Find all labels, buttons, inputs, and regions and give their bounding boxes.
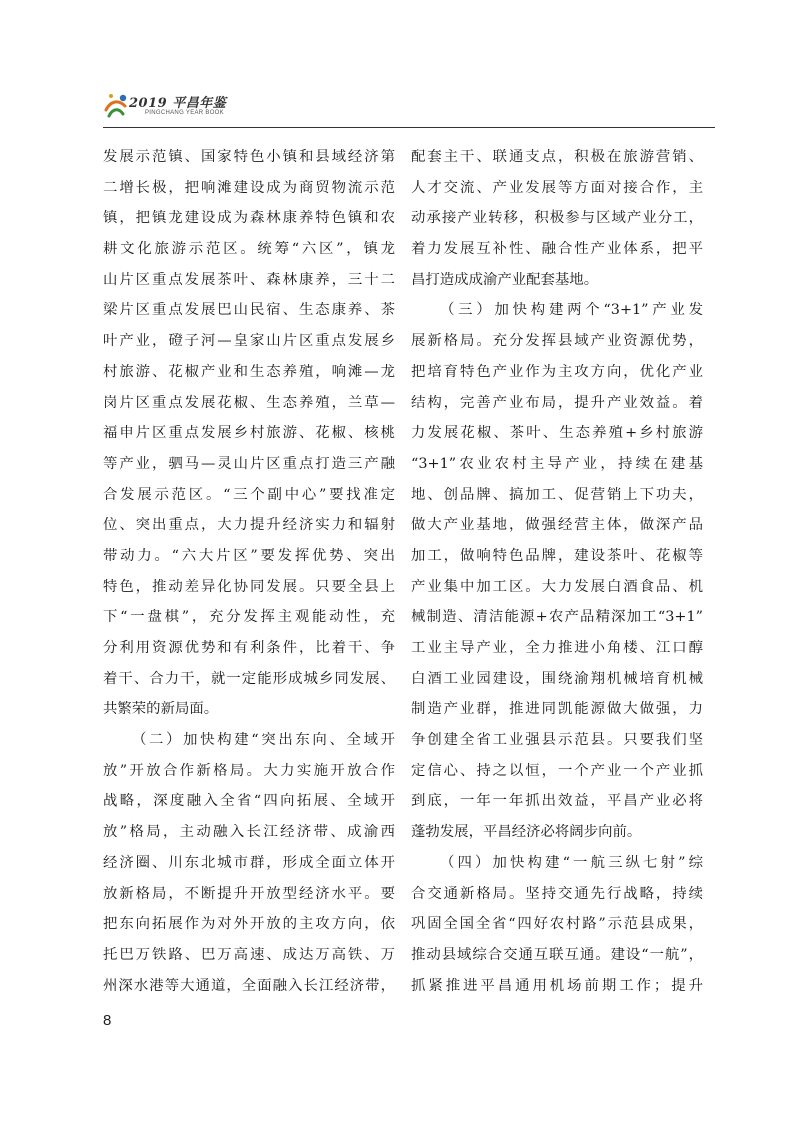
text-line: 放”开放合作新格局。大力实施开放合作 bbox=[103, 762, 395, 779]
text-line: 镇，把镇龙建设成为森林康养特色镇和农 bbox=[103, 210, 395, 227]
right-column bbox=[411, 142, 703, 1001]
text-line: 合发展示范区。“三个副中心”要找准定 bbox=[103, 486, 395, 503]
text-line: 展新格局。充分发挥县域产业资源优势， bbox=[411, 333, 703, 350]
text-line: “3+1”农业农村主导产业，持续在建基 bbox=[411, 455, 703, 472]
text-line: 白酒工业园建设，围绕渝翔机械培育机械 bbox=[411, 670, 703, 687]
text-line: 工业主导产业，全力推进小角楼、江口醇 bbox=[411, 640, 703, 656]
text-line: 经济圈、川东北城市群，形成全面立体开 bbox=[103, 854, 395, 871]
text-line: 州深水港等大通道，全面融入长江经济带， bbox=[103, 977, 395, 994]
text-line: 岗片区重点发展花椒、生态养殖，兰草— bbox=[103, 394, 395, 411]
left-column bbox=[103, 142, 395, 1001]
yearbook-title: 2019 平昌年鉴 bbox=[129, 96, 227, 111]
text-line: 推动县域综合交通互联互通。建设“一航”， bbox=[411, 946, 703, 963]
text-line: 等产业，驷马—灵山片区重点打造三产融 bbox=[103, 455, 395, 472]
text-line: 着干、合力干，就一定能形成城乡同发展、 bbox=[103, 670, 395, 687]
text-line: 放”格局，主动融入长江经济带、成渝西 bbox=[103, 824, 395, 841]
text-line: 争创建全省工业强县示范县。只要我们坚 bbox=[411, 732, 703, 749]
text-line: 合交通新格局。坚持交通先行战略，持续 bbox=[411, 885, 703, 902]
text-line: 抓紧推进平昌通用机场前期工作；提升 bbox=[411, 977, 703, 994]
text-line: 着力发展互补性、融合性产业体系，把平 bbox=[411, 241, 703, 258]
yearbook-logo-icon bbox=[103, 90, 129, 122]
section-heading-line: （二）加快构建“突出东向、全域开 bbox=[132, 732, 395, 749]
text-line: 共繁荣的新局面。 bbox=[103, 701, 219, 718]
text-line: 产业集中加工区。大力发展白酒食品、机 bbox=[411, 578, 703, 595]
text-line: 力发展花椒、茶叶、生态养殖+乡村旅游 bbox=[411, 425, 703, 442]
text-line: 耕文化旅游示范区。统筹“六区”，镇龙 bbox=[103, 241, 395, 258]
running-header bbox=[103, 90, 715, 126]
text-line: 托巴万铁路、巴万高速、成达万高铁、万 bbox=[103, 946, 395, 963]
text-line: 定信心、持之以恒，一个产业一个产业抓 bbox=[411, 762, 703, 779]
text-line: 蓬勃发展，平昌经济必将阔步向前。 bbox=[411, 824, 642, 841]
text-line: 福申片区重点发展乡村旅游、花椒、核桃 bbox=[103, 425, 395, 442]
text-line: 械制造、清洁能源+农产品精深加工“3+1” bbox=[411, 609, 703, 626]
text-line: 战略，深度融入全省“四向拓展、全域开 bbox=[103, 793, 395, 810]
text-line: 结构，完善产业布局，提升产业效益。着 bbox=[411, 394, 703, 411]
text-line: 制造产业群，推进同凯能源做大做强，力 bbox=[411, 701, 703, 718]
text-line: 把培育特色产业作为主攻方向，优化产业 bbox=[411, 363, 703, 380]
text-line: 带动力。“六大片区”要发挥优势、突出 bbox=[103, 547, 395, 564]
section-heading-line: （四）加快构建“一航三纵七射”综 bbox=[440, 854, 703, 871]
text-line: 特色，推动差异化协同发展。只要全县上 bbox=[103, 578, 395, 595]
text-line: 加工，做响特色品牌，建设茶叶、花椒等 bbox=[411, 547, 703, 564]
text-line: 巩固全国全省“四好农村路”示范县成果， bbox=[411, 916, 703, 933]
text-line: 人才交流、产业发展等方面对接合作，主 bbox=[411, 179, 703, 196]
text-line: 做大产业基地，做强经营主体，做深产品 bbox=[411, 517, 703, 534]
page-number: 8 bbox=[103, 1012, 112, 1029]
text-line: 把东向拓展作为对外开放的主攻方向，依 bbox=[103, 916, 395, 933]
text-line: 配套主干、联通支点，积极在旅游营销、 bbox=[411, 149, 703, 165]
text-line: 放新格局，不断提升开放型经济水平。要 bbox=[103, 885, 395, 902]
text-line: 发展示范镇、国家特色小镇和县域经济第 bbox=[103, 149, 395, 165]
text-line: 昌打造成成渝产业配套基地。 bbox=[411, 271, 599, 288]
text-line: 动承接产业转移，积极参与区域产业分工， bbox=[411, 210, 703, 227]
text-line: 到底，一年一年抓出效益，平昌产业必将 bbox=[411, 793, 703, 810]
text-line: 分利用资源优势和有利条件，比着干、争 bbox=[103, 640, 395, 656]
text-line: 叶产业，磴子河—皇家山片区重点发展乡 bbox=[103, 333, 395, 350]
text-line: 梁片区重点发展巴山民宿、生态康养、茶 bbox=[103, 302, 395, 319]
text-line: 地、创品牌、搞加工、促营销上下功夫， bbox=[411, 486, 703, 503]
text-line: 村旅游、花椒产业和生态养殖，响滩—龙 bbox=[103, 363, 395, 380]
text-line: 山片区重点发展茶叶、森林康养，三十二 bbox=[103, 271, 395, 288]
text-line: 下“一盘棋”，充分发挥主观能动性，充 bbox=[103, 609, 395, 626]
section-heading-line: （三）加快构建两个“3+1”产业发 bbox=[440, 302, 703, 319]
text-line: 二增长极，把响滩建设成为商贸物流示范 bbox=[103, 179, 395, 196]
header-rule bbox=[103, 127, 715, 128]
text-line: 位、突出重点，大力提升经济实力和辐射 bbox=[103, 517, 395, 534]
yearbook-subtitle: PINGCHANG YEAR BOOK bbox=[145, 110, 224, 116]
